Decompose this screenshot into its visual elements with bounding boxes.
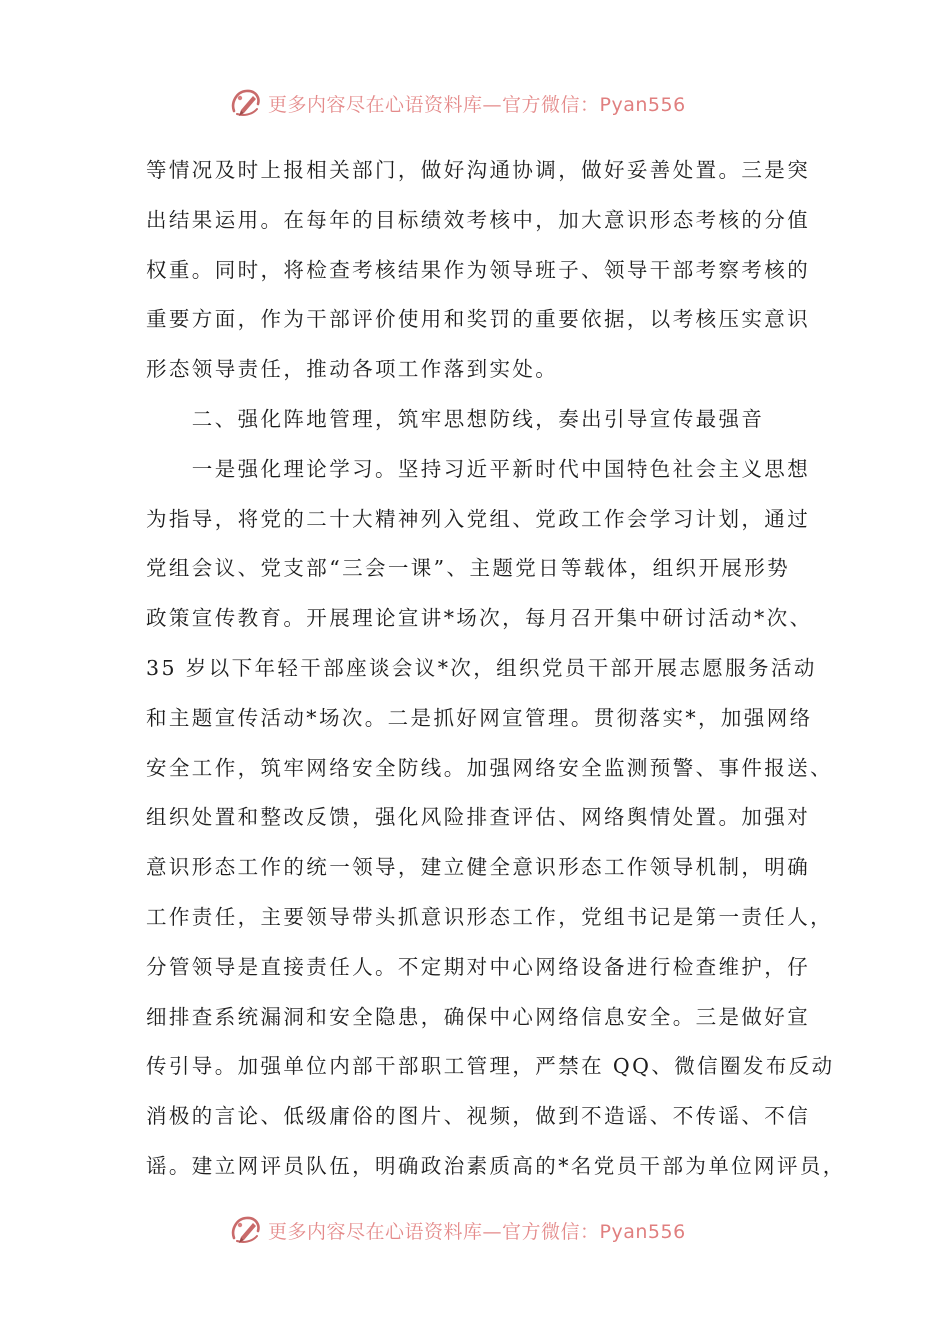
text-line: 权重。同时，将检查考核结果作为领导班子、领导干部考察考核的 [146, 257, 811, 282]
document-body [146, 146, 846, 1192]
watermark-label: 更多内容尽在心语资料库—官方微信： [268, 93, 600, 116]
text-line: 和主题宣传活动*场次。二是抓好网宣管理。贯彻落实*，加强网络 [146, 705, 813, 730]
watermark-wechat-id: Pyan556 [599, 93, 686, 116]
text-line: 谣。建立网评员队伍，明确政治素质高的*名党员干部为单位网评员， [146, 1153, 846, 1178]
section-heading: 二、强化阵地管理，筑牢思想防线，奏出引导宣传最强音 [146, 406, 765, 431]
text-line: 分管领导是直接责任人。不定期对中心网络设备进行检查维护，仔 [146, 954, 811, 979]
text-line: 重要方面，作为干部评价使用和奖罚的重要依据，以考核压实意识 [146, 307, 811, 332]
text-line: 细排查系统漏洞和安全隐患，确保中心网络信息安全。三是做好宣 [146, 1004, 811, 1029]
text-line: 安全工作，筑牢网络安全防线。加强网络安全监测预警、事件报送、 [146, 755, 833, 780]
watermark-text [268, 90, 686, 117]
text-line: 工作责任，主要领导带头抓意识形态工作，党组书记是第一责任人， [146, 904, 833, 929]
text-line: 等情况及时上报相关部门，做好沟通协调，做好妥善处置。三是突 [146, 158, 811, 182]
text-line: 传引导。加强单位内部干部职工管理，严禁在 QQ、微信圈发布反动 [146, 1054, 835, 1079]
text-line: 一是强化理论学习。坚持习近平新时代中国特色社会主义思想 [146, 456, 811, 481]
text-line: 消极的言论、低级庸俗的图片、视频，做到不造谣、不传谣、不信 [146, 1104, 811, 1129]
pen-logo-icon [228, 1212, 264, 1248]
text-line: 政策宣传教育。开展理论宣讲*场次，每月召开集中研讨活动*次、 [146, 606, 813, 631]
text-line: 35 岁以下年轻干部座谈会议*次，组织党员干部开展志愿服务活动 [146, 655, 817, 680]
text-line: 意识形态工作的统一领导，建立健全意识形态工作领导机制，明确 [146, 855, 811, 880]
text-line: 为指导，将党的二十大精神列入党组、党政工作会学习计划，通过 [146, 506, 811, 531]
pen-logo-icon [228, 85, 264, 121]
watermark-label: 更多内容尽在心语资料库—官方微信： [268, 1220, 600, 1243]
watermark-wechat-id: Pyan556 [599, 1220, 686, 1243]
footer-watermark [228, 1210, 748, 1250]
text-line: 出结果运用。在每年的目标绩效考核中，加大意识形态考核的分值 [146, 207, 811, 232]
text-line: 党组会议、党支部“三会一课”、主题党日等载体，组织开展形势 [146, 556, 791, 581]
watermark-text [268, 1217, 686, 1244]
text-line: 组织处置和整改反馈，强化风险排查评估、网络舆情处置。加强对 [146, 805, 811, 830]
header-watermark [228, 83, 748, 123]
text-line: 形态领导责任，推动各项工作落到实处。 [146, 357, 559, 382]
